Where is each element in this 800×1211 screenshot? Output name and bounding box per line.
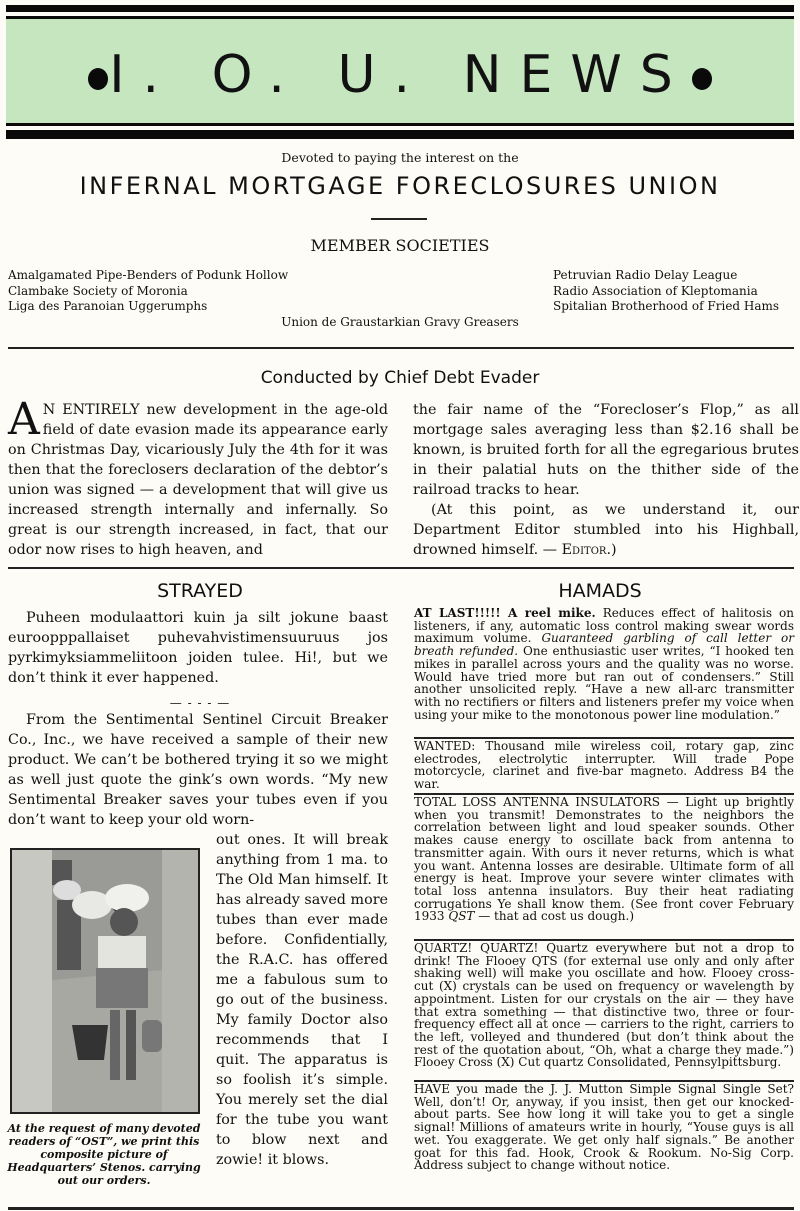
strayed-paragraph-3: out ones. It will break anything from 1 ma. to The Old Man himself. It has already saved more tubes than ever made before. Confidentially, the R.A.C. has offered me a fabulous sum to go out of the business. My family Doctor also recommends that I quit. The apparatus is so foolish it’s simple. You merely set the dial for the tube you want to blow next and zowie! it blows. (216, 832, 388, 1168)
societies-list-left (8, 268, 288, 315)
divider-header (8, 347, 794, 349)
society-item: Liga des Paranoian Uggerumphs (8, 299, 208, 313)
photo (10, 848, 200, 1114)
society-item: Radio Association of Kleptomania (553, 283, 758, 298)
intro-column-left (8, 394, 389, 560)
intro-body-right: the fair name of the “Forecloser’s Flop,” as all mortgage sales averaging less than $2.16 shall be known, is bruited forth for all the egregarious brutes in their palatial huts on the thither side of the railroad tracks to hear. (413, 402, 799, 498)
separator: — - - - — (169, 696, 231, 710)
intro-column-right (413, 400, 799, 560)
ad-mutton-signal-set: HAVE you made the J. J. Mutton Simple Signal Single Set? Well, don’t! Or, anyway, if you insist, then get our knocked-about parts. See how long it will take you to get a single signal! Millions of amateurs write in hourly, “Youse guys is all wet. You exaggerate. We get only half signals.” Be another goat for this fad. Hook, Crook & Rookum. No-Sig Corp. Address subject to change without notice. (414, 1082, 794, 1173)
society-item: Spitalian Brotherhood of Fried Hams (553, 299, 780, 313)
member-societies-heading: MEMBER SOCIETIES (310, 236, 490, 255)
masthead-top-rule (6, 5, 794, 12)
intro-body-left: new development in the age-old field of date evasion made its appearance early on Christmas Day, vicariously July the 4th for it was then that the foreclosers declaration of the debtor’s union was signed — a development that will give us increased strength internally and infernally. So great is our strength increased, in fact, that our odor now rises to high heaven, and (8, 402, 389, 558)
society-item: Clambake Society of Moronia (8, 283, 188, 298)
ad-reel-mike: AT LAST!!!!! A reel mike. Reduces effect of halitosis on listeners, if any, automatic loss control making swear words maximum volume. Guaranteed garbling of call letter or breath refunded. One enthusiastic user writes, “I hooked ten mikes in parallel across yours and the quality was no worse. Would have tried more but ran out of condensers.” Still another unsolicited reply. “Have a new all-arc transmitter with no rectifiers or filters and listeners prefer my voice when using your mike to the monotonous power line modulation.” (414, 606, 795, 722)
society-item: Amalgamated Pipe-Benders of Podunk Hollow (8, 268, 289, 282)
societies-list-right (553, 268, 779, 315)
tagline: Devoted to paying the interest on the (281, 150, 519, 165)
organization-name: INFERNAL MORTGAGE FORECLOSURES UNION (79, 172, 721, 200)
newsletter-title: I. O. U. NEWS (109, 45, 691, 105)
divider-intro (8, 567, 794, 569)
strayed-paragraph-2: From the Sentimental Sentinel Circuit Breaker Co., Inc., we have received a sample of their new product. We can’t be bothered trying it so we might as well just quote the gink’s own words. “My new Sentimental Breaker saves your tubes even if you don’t want to keep your old worn- (8, 712, 388, 828)
editor-signature: Editor (561, 542, 607, 558)
ad-antenna-insulators: TOTAL LOSS ANTENNA INSULATORS — Light up brightly when you transmit! Demonstrates to the neighbors the correlation between light and loud speaker sounds. Other makes cause energy to oscillate back from antenna to transmitter again. With ours it never returns, which is what you want. Antenna losses are desirable. Ultimate form of all energy is heat. Improve your severe winter climates with total loss antenna insulators. Buy their heat radiating corrugations Ye shall know them. (See front cover February 1933 QST — that ad cost us dough.) (414, 795, 794, 924)
divider-footer (8, 1207, 794, 1210)
ad-wanted: WANTED: Thousand mile wireless coil, rotary gap, zinc electrodes, electrolytic interrupter. Will trade Pope motorcycle, clarinet and five-bar magneto. Address B4 the war. (414, 739, 794, 792)
masthead-bottom-thin-rule (6, 123, 794, 126)
strayed-paragraph-1: Puheen modulaattori kuin ja silt jokune baast euroopppallaiset puhevahvistimensuuruus jos pyrkimyksiammeliitoon joiden tulee. Hi!, but we don’t think it ever happened. (8, 610, 388, 686)
divider-short (371, 218, 427, 220)
hamads-heading: HAMADS (558, 580, 642, 602)
drop-cap: A (8, 394, 40, 445)
byline: Conducted by Chief Debt Evader (260, 368, 540, 388)
strayed-heading: STRAYED (157, 580, 243, 602)
editor-note: (At this point, as we understand it, our Department Editor stumbled into his Highball, drowned himself. — Editor.) (413, 502, 799, 558)
society-item-center: Union de Graustarkian Gravy Greasers (281, 315, 519, 329)
masthead-bottom-rule (6, 130, 794, 139)
photo-illustration (12, 850, 198, 1112)
society-item: Petruvian Radio Delay League (553, 268, 738, 282)
photo-caption: At the request of many devoted readers of “OST”, we print this composite picture of Headquarters’ Stenos. carrying out our orders. (7, 1122, 201, 1187)
masthead (6, 5, 794, 138)
ad-quartz: QUARTZ! QUARTZ! Quartz everywhere but not a drop to drink! The Flooey QTS (for external use only and only after shaking well) will make you oscillate and how. Flooey cross-cut (X) crystals can be used on frequency or wavelength by appointment. Listen for our crystals on the air — they have that extra something — that distinctive two, three or four-frequency effect all at once — carriers to the right, carriers to the left, volleyed and thundered (but don’t think about the rest of the quotation about, “Oh, what a charge they made.”) Flooey Cross (X) Cut quartz Consolidated, Pennsylpittsburg. (414, 941, 794, 1070)
intro-lead: N ENTIRELY (42, 402, 140, 418)
